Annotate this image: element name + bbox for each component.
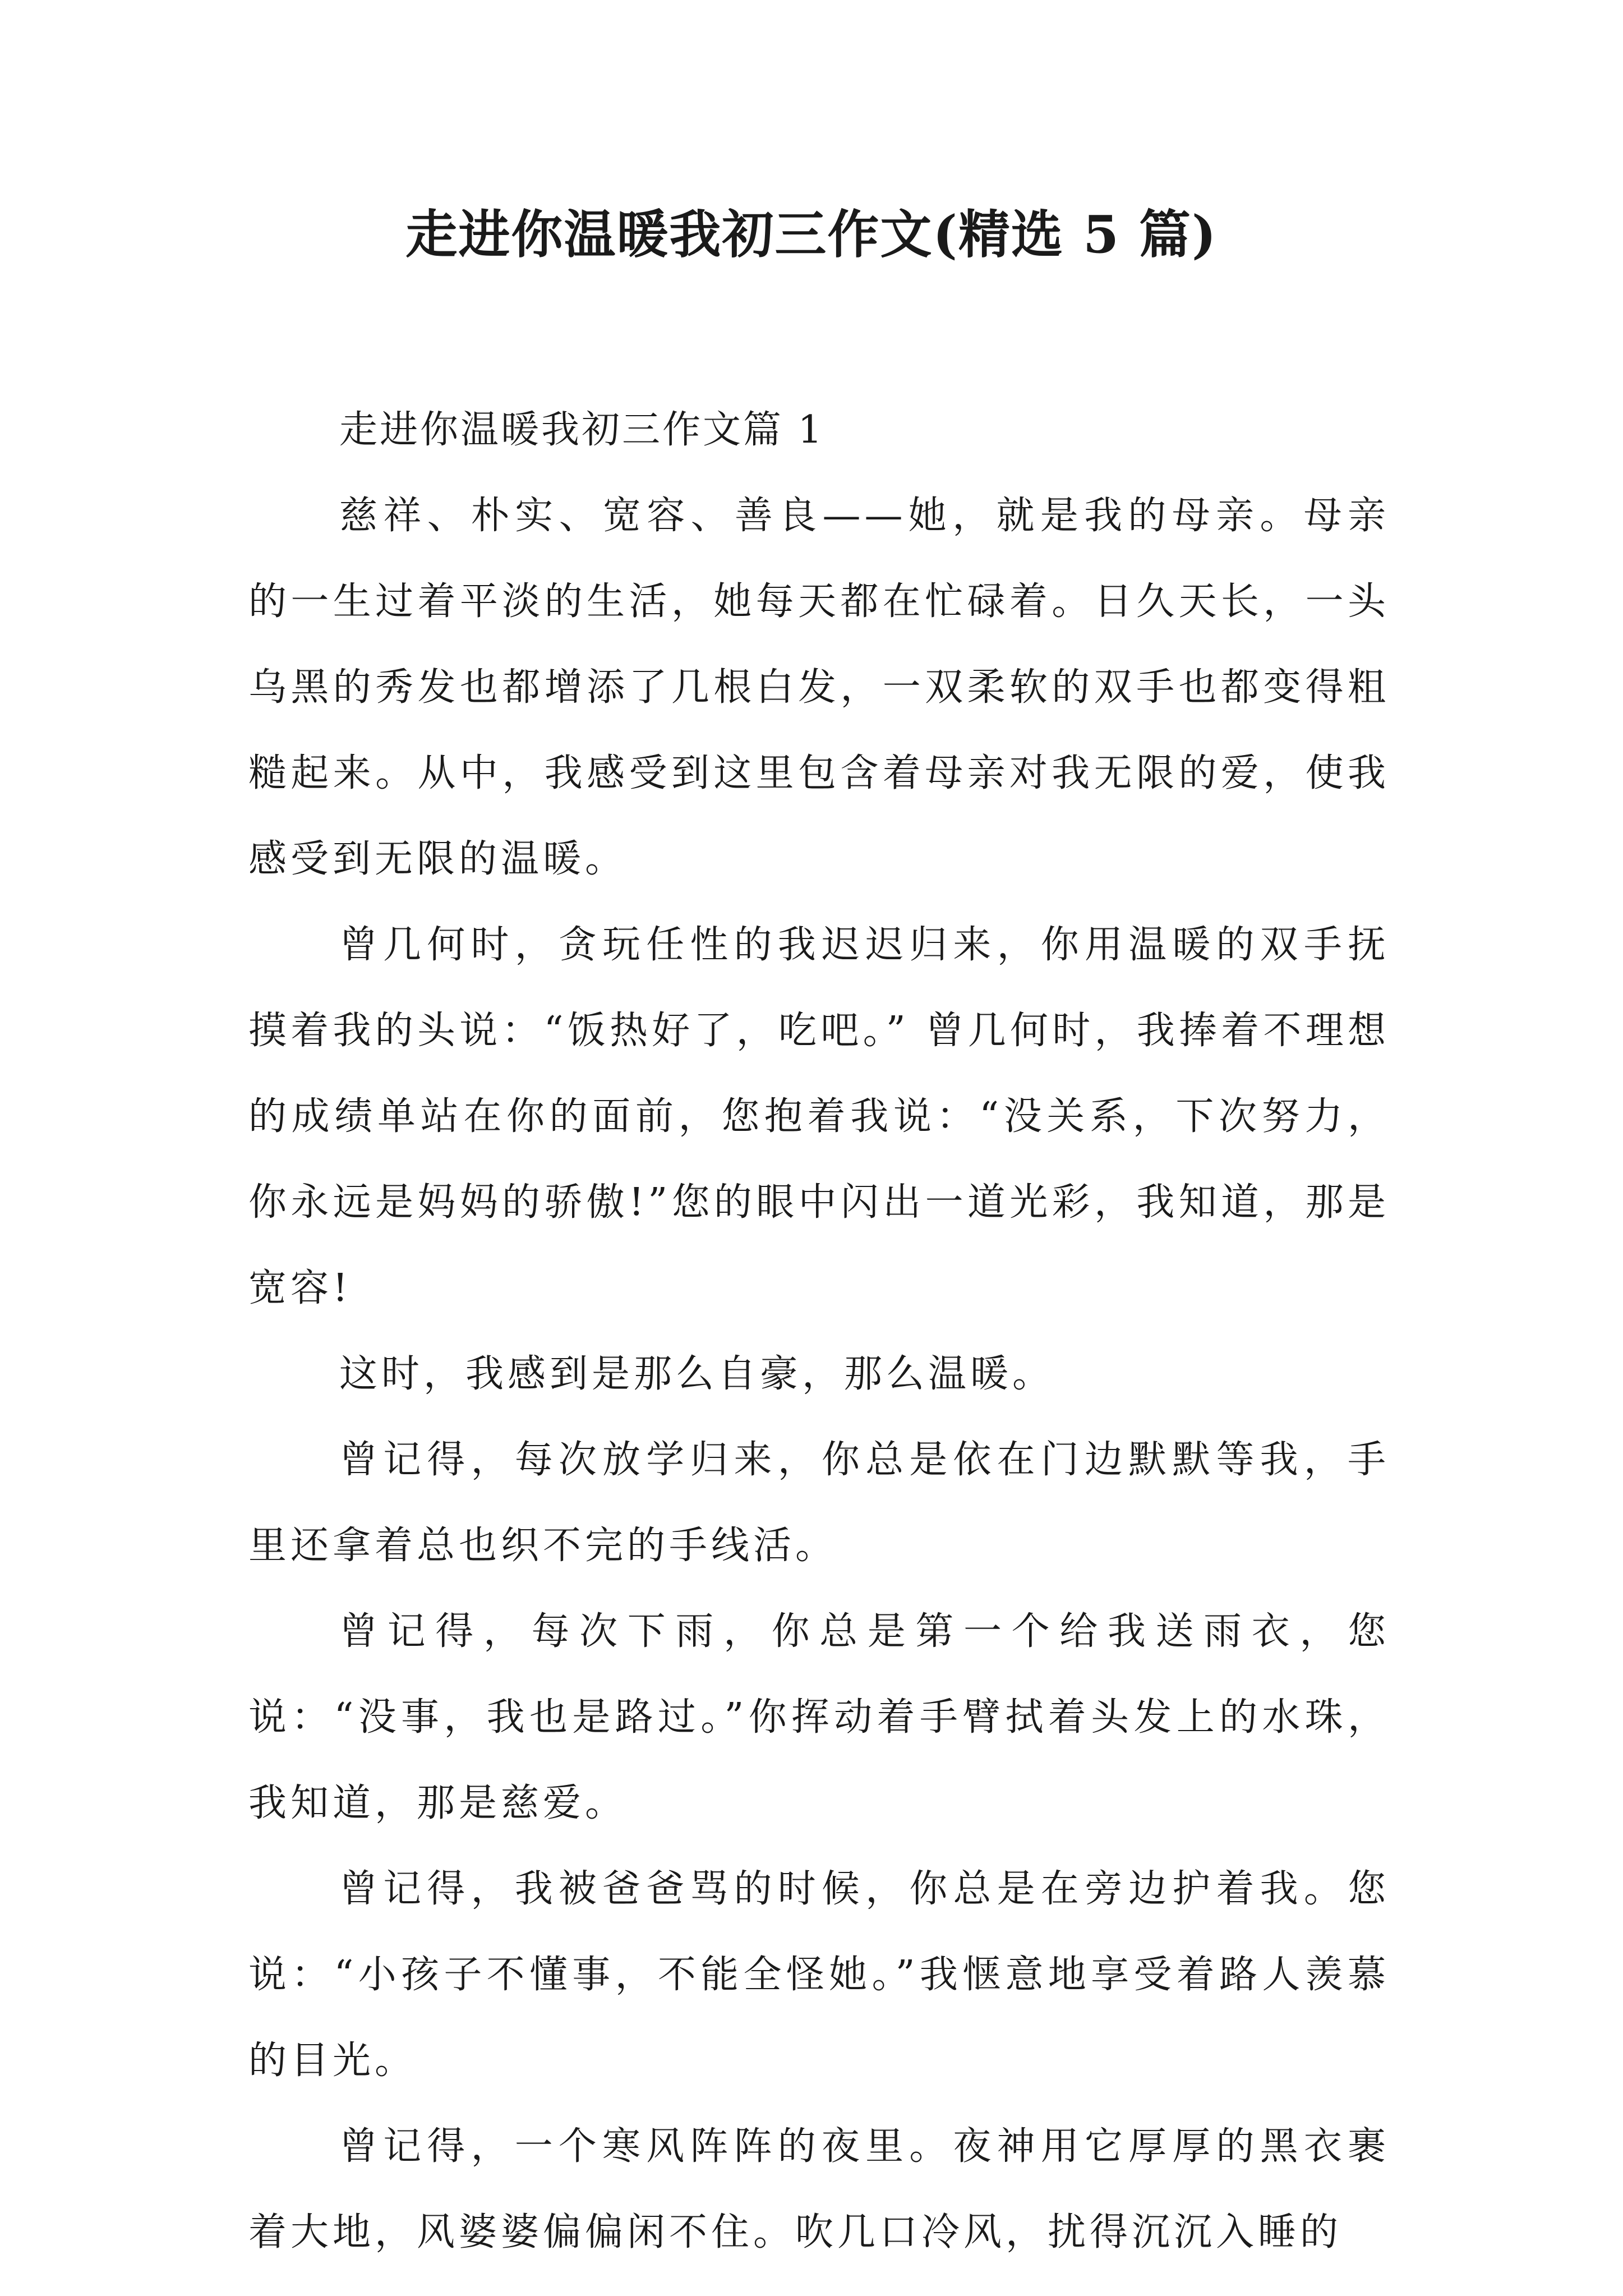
body-paragraph: 曾记得，每次下雨，你总是第一个给我送雨衣，您说：“没事，我也是路过。”你挥动着手臂拭着头发上的水珠，我知道，那是慈爱。 [248, 1609, 1390, 1825]
essay-heading: 走进你温暖我初三作文篇 1 [339, 408, 824, 452]
body-paragraph: 曾几何时，贪玩任性的我迟迟归来，你用温暖的双手抚摸着我的头说：“饭热好了，吃吧。” 曾几何时，我捧着不理想的成绩单站在你的面前，您抱着我说：“没关系，下次努力，你永远是妈妈的骄傲!”您的眼中闪出一道光彩，我知道，那是宽容! [248, 923, 1390, 1310]
body-paragraph: 曾记得，一个寒风阵阵的夜里。夜神用它厚厚的黑衣裹着大地，风婆婆偏偏闲不住。吹几口冷风，扰得沉沉入睡的 [248, 2124, 1390, 2254]
document-body [248, 387, 1390, 2275]
body-paragraph: 这时，我感到是那么自豪，那么温暖。 [339, 1352, 1055, 1396]
document-title: 走进你温暖我初三作文(精选 5 篇) [405, 204, 1218, 265]
body-paragraph: 曾记得，每次放学归来，你总是依在门边默默等我，手里还拿着总也织不完的手线活。 [248, 1438, 1390, 1568]
body-paragraph: 慈祥、朴实、宽容、善良——她，就是我的母亲。母亲的一生过着平淡的生活，她每天都在忙碌着。日久天长，一头乌黑的秀发也都增添了几根白发，一双柔软的双手也都变得粗糙起来。从中，我感受到这里包含着母亲对我无限的爱，使我感受到无限的温暖。 [248, 494, 1390, 881]
body-paragraph: 曾记得，我被爸爸骂的时候，你总是在旁边护着我。您说：“小孩子不懂事，不能全怪她。”我惬意地享受着路人羡慕的目光。 [248, 1867, 1390, 2083]
